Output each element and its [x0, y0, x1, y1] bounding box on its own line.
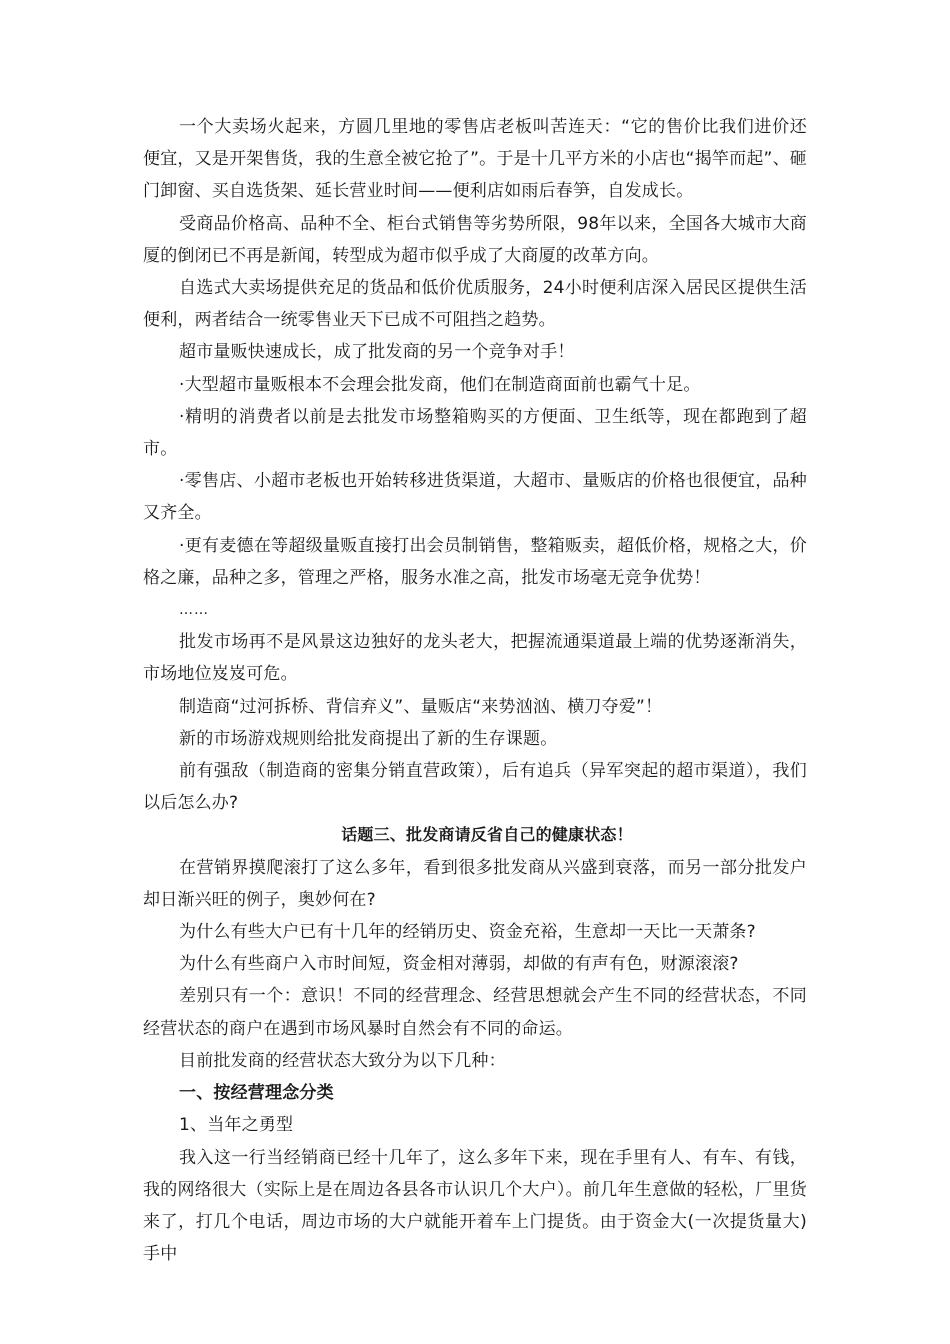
paragraph-6: 制造商“过河拆桥、背信弃义”、量贩店“来势汹汹、横刀夺爱”！	[179, 696, 663, 717]
paragraph-4: 超市量贩快速成长，成了批发商的另一个竞争对手！	[179, 342, 575, 363]
section-heading: 话题三、批发商请反省自己的健康状态！	[341, 825, 633, 845]
ellipsis-line: ……	[179, 602, 209, 619]
bullet-item-4: ·更有麦德在等超级量贩直接打出会员制销售，整箱贩卖，超低价格，规格之大，价格之廉，品种之多，管理之严格，服务水准之高，批发市场毫无竞争优势！	[143, 535, 807, 588]
paragraph-14: 我入这一行当经销商已经十几年了，这么多年下来，现在手里有人、有车、有钱，我的网络很大（实际上是在周边各县各市认识几个大户）。前几年生意做的轻松，厂里货来了，打几个电话，周边市场的大户就能开着车上门提货。由于资金大(一次提货量大)手中	[143, 1147, 807, 1265]
paragraph-12: 差别只有一个：意识！不同的经营理念、经营思想就会产生不同的经营状态，不同经营状态的商户在遇到市场风暴时自然会有不同的命运。	[143, 986, 807, 1039]
bullet-item-3: ·零售店、小超市老板也开始转移进货渠道，大超市、量贩店的价格也很便宜，品种又齐全。	[143, 471, 807, 524]
document-page	[143, 111, 807, 1270]
subheading-1: 一、按经营理念分类	[179, 1083, 334, 1104]
paragraph-2: 受商品价格高、品种不全、柜台式销售等劣势所限，98年以来，全国各大城市大商厦的倒闭已不再是新闻，转型成为超市似乎成了大商厦的改革方向。	[143, 213, 807, 266]
bullet-item-1: ·大型超市量贩根本不会理会批发商，他们在制造商面前也霸气十足。	[179, 374, 701, 395]
paragraph-11: 为什么有些商户入市时间短，资金相对薄弱，却做的有声有色，财源滚滚?	[179, 954, 739, 975]
paragraph-9: 在营销界摸爬滚打了这么多年，看到很多批发商从兴盛到衰落，而另一部分批发户却日渐兴旺的例子，奥妙何在?	[143, 857, 807, 910]
paragraph-5: 批发市场再不是风景这边独好的龙头老大，把握流通渠道最上端的优势逐渐消失，市场地位岌岌可危。	[143, 632, 807, 685]
paragraph-3: 自选式大卖场提供充足的货品和低价优质服务，24小时便利店深入居民区提供生活便利，两者结合一统零售业天下已成不可阻挡之趋势。	[143, 278, 807, 331]
paragraph-8: 前有强敌（制造商的密集分销直营政策），后有追兵（异军突起的超市渠道），我们以后怎么办?	[143, 761, 807, 814]
paragraph-1: 一个大卖场火起来，方圆几里地的零售店老板叫苦连天：“它的售价比我们进价还便宜，又是开架售货，我的生意全被它抢了”。于是十几平方米的小店也“揭竿而起”、砸门卸窗、买自选货架、延长营业时间——便利店如雨后春笋，自发成长。	[143, 117, 807, 202]
bullet-item-2: ·精明的消费者以前是去批发市场整箱购买的方便面、卫生纸等，现在都跑到了超市。	[143, 406, 807, 460]
paragraph-7: 新的市场游戏规则给批发商提出了新的生存课题。	[179, 728, 558, 749]
paragraph-10: 为什么有些大户已有十几年的经销历史、资金充裕，生意却一天比一天萧条?	[179, 922, 756, 943]
subheading-2: 1、当年之勇型	[179, 1115, 294, 1136]
paragraph-13: 目前批发商的经营状态大致分为以下几种：	[179, 1050, 506, 1071]
